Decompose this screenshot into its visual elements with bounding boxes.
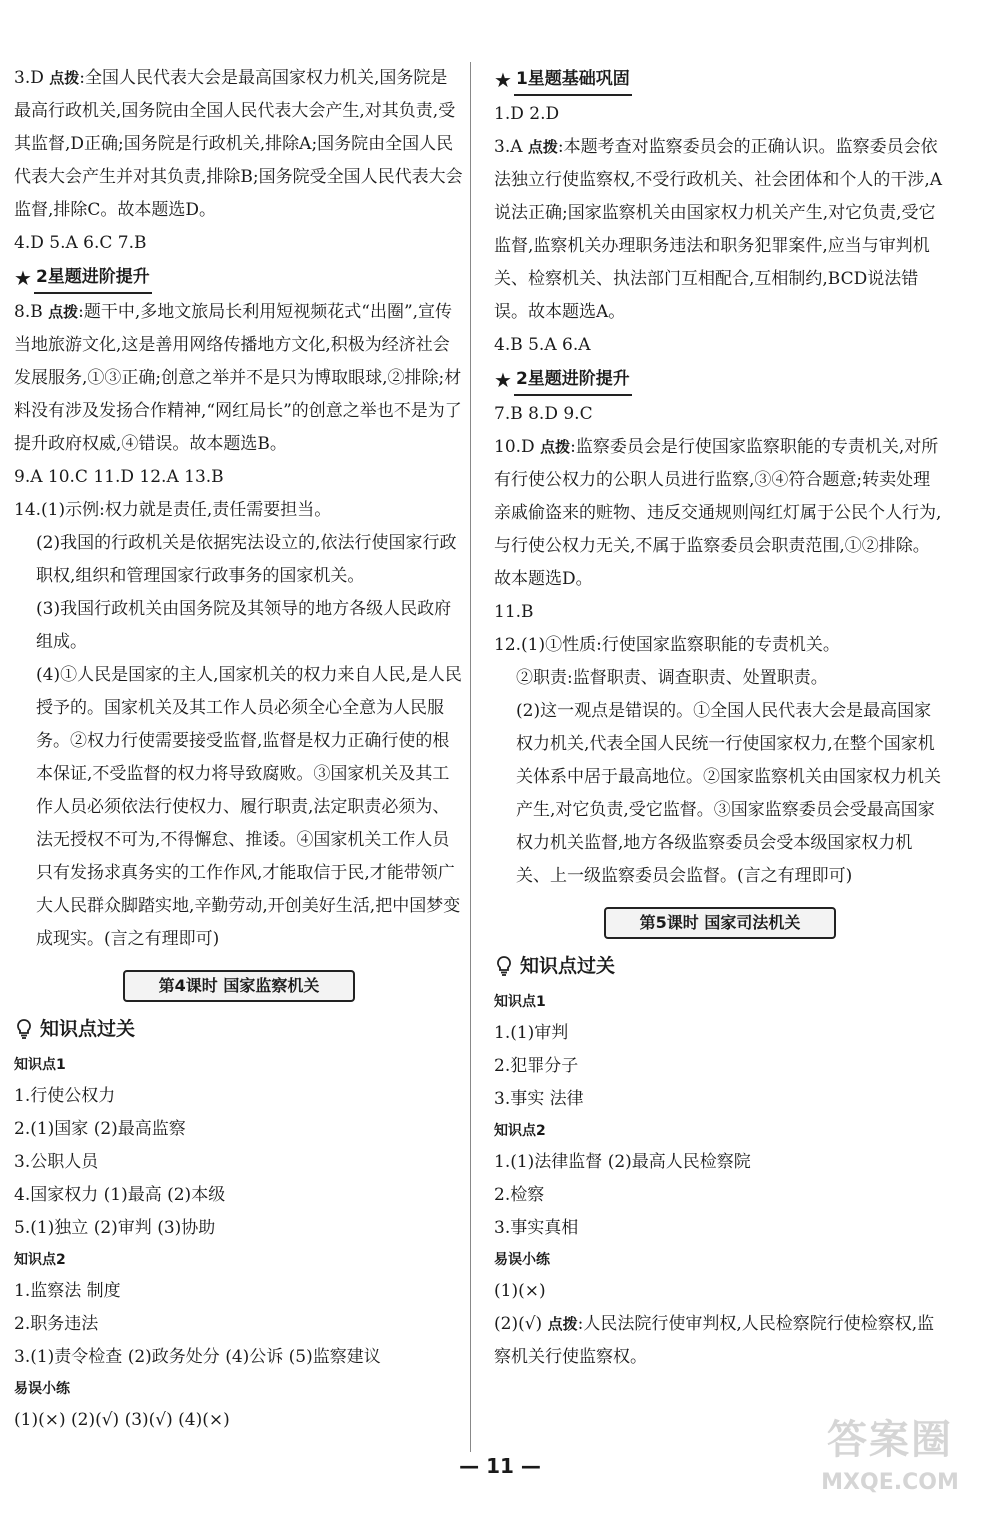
lesson-title-5: 第5课时 国家司法机关 xyxy=(604,907,836,939)
list-item: 5.(1)独立 (2)审判 (3)协助 xyxy=(14,1218,216,1238)
list-item: (1)(×) xyxy=(494,1281,546,1301)
list-item: 2.职务违法 xyxy=(14,1314,99,1334)
lightbulb-icon xyxy=(14,1018,34,1040)
list-item: 3.事实真相 xyxy=(494,1218,579,1238)
answer-q12-1b: ②职责:监督职责、调查职责、处置职责。 xyxy=(516,668,828,688)
answer-q14-2: (2)我国的行政机关是依据宪法设立的,依法行使国家行政职权,组织和管理国家行政事务的国家机关。 xyxy=(36,533,457,586)
list-item: (2)(√) 点拨:人民法院行使审判权,人民检察院行使检察权,监察机关行使监察权。 xyxy=(494,1314,935,1367)
answer-q7-9: 7.B 8.D 9.C xyxy=(494,404,593,424)
answer-q3: 3.A 点拨:本题考查对监察委员会的正确认识。监察委员会依法独立行使监察权,不受行政机关、社会团体和个人的干涉,A说法正确;国家监察机关由国家权力机关产生,对它负责,受它监督,监察机关办理职务违法和职务犯罪案件,应当与审判机关、检察机关、执法部门互相配合,互相制约,BCD说法错误。故本题选A。 xyxy=(494,137,943,322)
list-item: 3.事实 法律 xyxy=(494,1089,584,1109)
list-item: (1)(×) (2)(√) (3)(√) (4)(×) xyxy=(14,1410,230,1430)
list-item: 4.国家权力 (1)最高 (2)本级 xyxy=(14,1185,226,1205)
list-item: 2.(1)国家 (2)最高监察 xyxy=(14,1119,186,1139)
right-column xyxy=(494,62,946,1374)
answer-q11: 11.B xyxy=(494,602,534,622)
page-number: — 11 — xyxy=(459,1454,541,1478)
knowledge-point-2-label: 知识点2 xyxy=(494,1123,546,1139)
answer-q12-1: 12.(1)①性质:行使国家监察职能的专责机关。 xyxy=(494,635,840,655)
section-heading-2star: ★ 2星题进阶提升 xyxy=(494,364,946,396)
answer-q1-2: 1.D 2.D xyxy=(494,104,560,124)
answer-q4-7: 4.D 5.A 6.C 7.B xyxy=(14,233,147,253)
lightbulb-icon xyxy=(494,955,514,977)
knowledge-point-1-label: 知识点1 xyxy=(494,994,546,1010)
lesson-title-4: 第4课时 国家监察机关 xyxy=(123,970,355,1002)
section-heading-1star: ★ 1星题基础巩固 xyxy=(494,64,946,96)
answer-q14-3: (3)我国行政机关由国务院及其领导的地方各级人民政府组成。 xyxy=(36,599,452,652)
knowledge-point-1-label: 知识点1 xyxy=(14,1057,66,1073)
error-practice-label: 易误小练 xyxy=(494,1252,550,1268)
answer-q12-2: (2)这一观点是错误的。①全国人民代表大会是最高国家权力机关,代表全国人民统一行使国家权力,在整个国家机关体系中居于最高地位。②国家监察机关由国家权力机关产生,对它负责,受它监督。③国家监察委员会受最高国家权力机关监督,地方各级监察委员会受本级国家权力机关、上一级监察委员会监督。(言之有理即可) xyxy=(516,701,941,886)
list-item: 2.检察 xyxy=(494,1185,545,1205)
answer-q14-4: (4)①人民是国家的主人,国家机关的权力来自人民,是人民授予的。国家机关及其工作人员必须全心全意为人民服务。②权力行使需要接受监督,监督是权力正确行使的根本保证,不受监督的权力将导致腐败。③国家机关及其工作人员必须依法行使权力、履行职责,法定职责必须为、法无授权不可为,不得懈怠、推诿。④国家机关工作人员只有发扬求真务实的工作作风,才能取信于民,才能带领广大人民群众脚踏实地,辛勤劳动,开创美好生活,把中国梦变成现实。(言之有理即可) xyxy=(36,665,462,949)
column-divider xyxy=(470,62,471,1452)
list-item: 1.(1)审判 xyxy=(494,1023,569,1043)
watermark-logo: 答案圈 MXQE.COM xyxy=(821,1417,959,1495)
star-icon: ★ xyxy=(494,368,512,392)
answer-q14-1: 14.(1)示例:权力就是责任,责任需要担当。 xyxy=(14,500,332,520)
answer-q3: 3.D 点拨:全国人民代表大会是最高国家权力机关,国务院是最高行政机关,国务院由全国人民代表大会产生,对其负责,受其监督,D正确;国务院是行政机关,排除A;国务院由全国人民代表大会产生并对其负责,排除B;国务院受全国人民代表大会监督,排除C。故本题选D。 xyxy=(14,68,463,220)
list-item: 1.(1)法律监督 (2)最高人民检察院 xyxy=(494,1152,751,1172)
left-column xyxy=(14,62,464,1437)
list-item: 3.(1)责令检查 (2)政务处分 (4)公诉 (5)监察建议 xyxy=(14,1347,381,1367)
error-practice-label: 易误小练 xyxy=(14,1381,70,1397)
star-icon: ★ xyxy=(494,68,512,92)
answer-q4-6: 4.B 5.A 6.A xyxy=(494,335,591,355)
answer-q10: 10.D 点拨:监察委员会是行使国家监察职能的专责机关,对所有行使公权力的公职人员进行监察,③④符合题意;转卖处理亲戚偷盗来的赃物、违反交通规则闯红灯属于公民个人行为,与行使公权力无关,不属于监察委员会职责范围,①②排除。故本题选D。 xyxy=(494,437,942,589)
list-item: 2.犯罪分子 xyxy=(494,1056,579,1076)
knowledge-heading: 知识点过关 xyxy=(14,1012,464,1046)
knowledge-heading: 知识点过关 xyxy=(494,949,946,983)
knowledge-point-2-label: 知识点2 xyxy=(14,1252,66,1268)
star-icon: ★ xyxy=(14,266,32,290)
list-item: 1.行使公权力 xyxy=(14,1086,116,1106)
list-item: 3.公职人员 xyxy=(14,1152,99,1172)
answer-q8: 8.B 点拨:题干中,多地文旅局长利用短视频花式“出圈”,宣传当地旅游文化,这是善用网络传播地方文化,积极为经济社会发展服务,①③正确;创意之举并不是只为博取眼球,②排除;材料没有涉及发扬合作精神,“网红局长”的创意之举也不是为了提升政府权威,④错误。故本题选B。 xyxy=(14,302,462,454)
answer-q9-13: 9.A 10.C 11.D 12.A 13.B xyxy=(14,467,224,487)
section-heading-2star: ★ 2星题进阶提升 xyxy=(14,262,464,294)
list-item: 1.监察法 制度 xyxy=(14,1281,121,1301)
